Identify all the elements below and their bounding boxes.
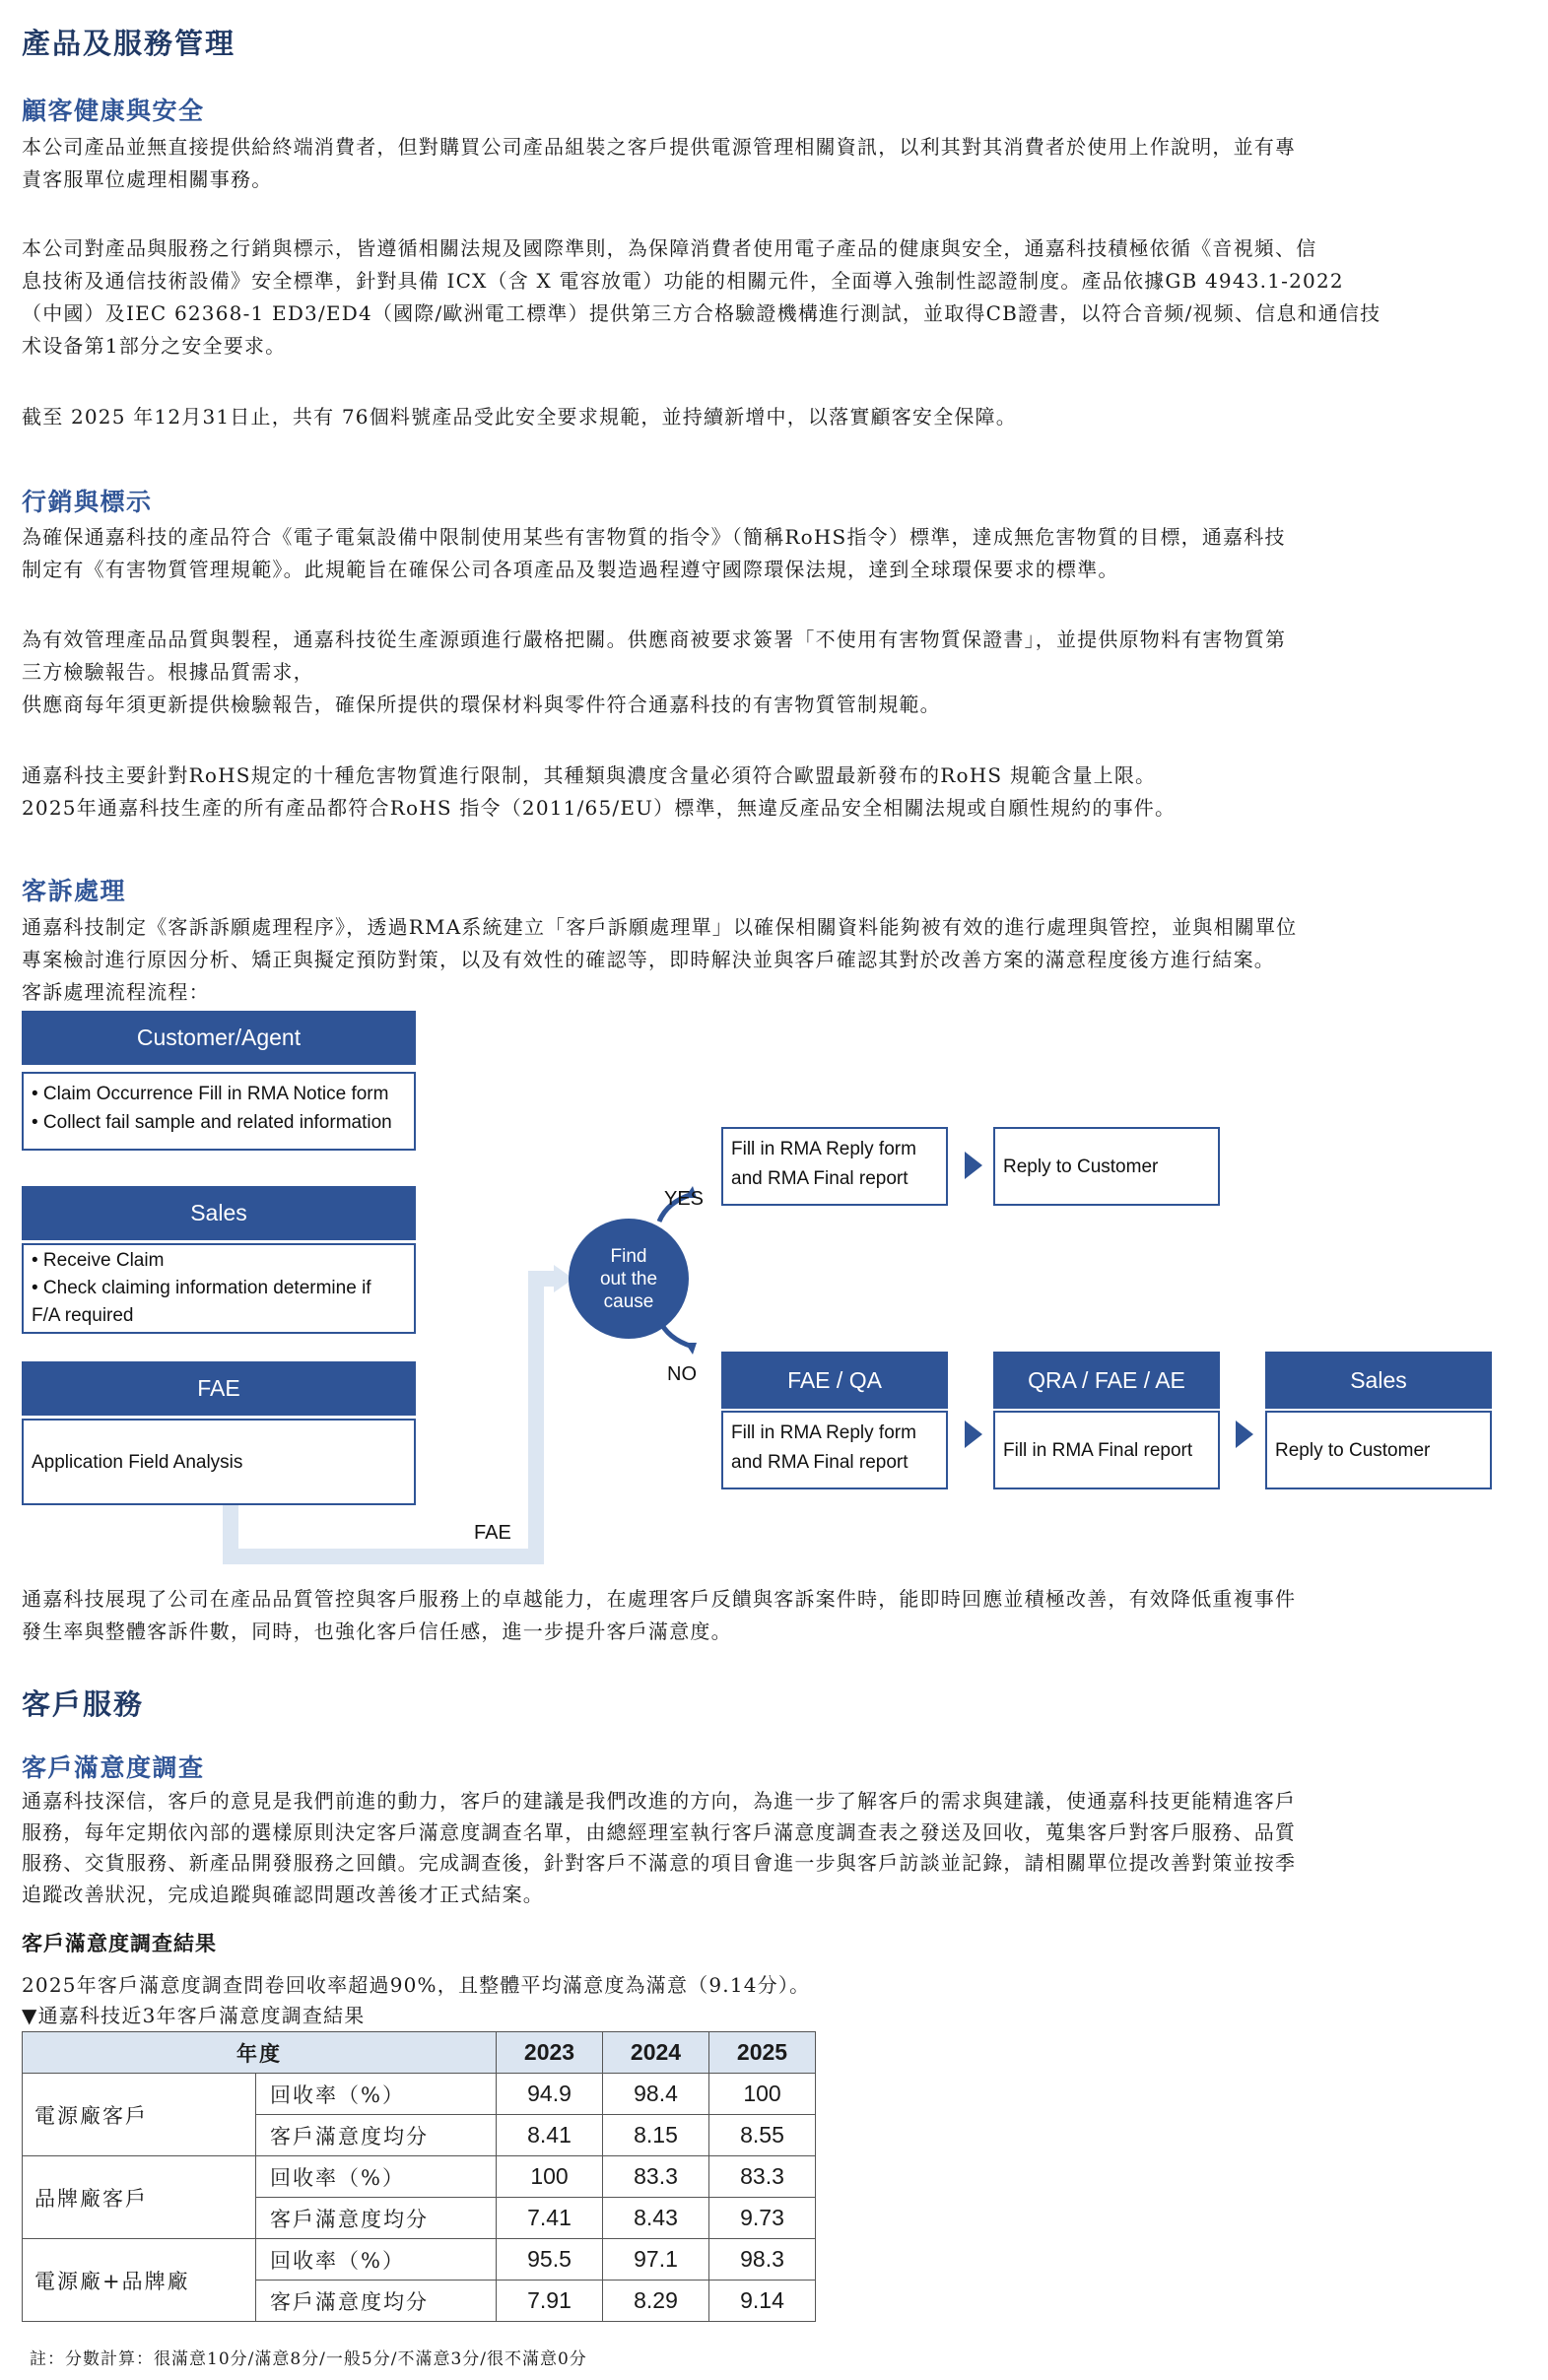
value-cell: 7.41: [497, 2198, 603, 2239]
marketing-paragraph-2: [22, 624, 1529, 721]
customer-group-cell: 電源廠+品牌廠: [23, 2239, 256, 2322]
metric-cell: 回收率（%）: [256, 2239, 497, 2281]
health-safety-paragraph-3: [22, 401, 1529, 433]
text-line: 截至 2025 年12月31日止，共有 76個料號產品受此安全要求規範，並持續新增中，以落實顧客安全保障。: [22, 405, 1017, 429]
year-header-2025: 2025: [709, 2032, 816, 2074]
text-line: 通嘉科技制定《客訴訴願處理程序》，透過RMA系統建立「客戶訴願處理單」以確保相關資料能夠被有效的進行處理與管控，並與相關單位: [22, 915, 1298, 939]
complaint-flow-chart: [22, 1007, 1529, 1568]
heading-marketing-labeling: 行銷與標示: [22, 488, 153, 516]
value-cell: 8.15: [603, 2115, 709, 2156]
fae-qa-header: FAE / QA: [721, 1352, 948, 1409]
text-line: 專案檢討進行原因分析、矯正與擬定預防對策，以及有效性的確認等，即時解決並與客戶確認其對於改善方案的滿意程度後方進行結案。: [22, 948, 1275, 971]
yes-reply-box: Reply to Customer: [993, 1127, 1220, 1206]
year-header-2023: 2023: [497, 2032, 603, 2074]
text-line: 本公司對產品與服務之行銷與標示，皆遵循相關法規及國際準則，為保障消費者使用電子產品的健康與安全，通嘉科技積極依循《音視頻、信: [22, 236, 1317, 260]
value-cell: 98.3: [709, 2239, 816, 2281]
heading-satisfaction-survey: 客戶滿意度調查: [22, 1753, 205, 1782]
value-cell: 95.5: [497, 2239, 603, 2281]
section-title-customer-service: 客戶服務: [22, 1687, 145, 1721]
metric-cell: 客戶滿意度均分: [256, 2115, 497, 2156]
text-line: cause: [603, 1290, 654, 1312]
metric-cell: 客戶滿意度均分: [256, 2198, 497, 2239]
heading-complaints: 客訴處理: [22, 877, 127, 905]
yes-label: YES: [664, 1188, 705, 1210]
text-line: 服務，每年定期依內部的選樣原則決定客戶滿意度調查名單，由總經理室執行客戶滿意度調查表之發送及回收，蒐集客戶對客戶服務、品質: [22, 1819, 1297, 1844]
text-line: 服務、交貨服務、新產品開發服務之回饋。完成調查後，針對客戶不滿意的項目會進一步與客戶訪談並記錄，請相關單位提改善對策並按季: [22, 1851, 1297, 1875]
text-line: 供應商每年須更新提供檢驗報告，確保所提供的環保材料與零件符合通嘉科技的有害物質管制規範。: [22, 693, 941, 716]
metric-cell: 客戶滿意度均分: [256, 2281, 497, 2322]
text-line: 客訴處理流程流程：: [22, 980, 210, 1004]
health-safety-paragraph-1: [22, 131, 1529, 196]
fae-header: FAE: [22, 1361, 416, 1416]
text-line: • Collect fail sample and related information: [32, 1112, 392, 1133]
satisfaction-table: [22, 2031, 816, 2322]
no-arrow: [657, 1317, 697, 1356]
qra-fae-ae-box: Fill in RMA Final report: [993, 1411, 1220, 1489]
section-title-product-service: 產品及服務管理: [22, 27, 236, 60]
text-line: • Claim Occurrence Fill in RMA Notice form: [32, 1084, 389, 1104]
text-line: 术设备第1部分之安全要求。: [22, 334, 287, 358]
year-header-label: 年度: [23, 2032, 497, 2074]
complaints-paragraph-1: [22, 911, 1529, 1009]
customer-agent-box: [22, 1072, 416, 1151]
sales-box: [22, 1243, 416, 1334]
value-cell: 8.43: [603, 2198, 709, 2239]
complaints-paragraph-2: [22, 1583, 1529, 1648]
value-cell: 100: [497, 2156, 603, 2198]
no-branch-arrow-2: [1236, 1421, 1253, 1448]
yes-rma-report-box: [721, 1127, 948, 1206]
customer-agent-header: Customer/Agent: [22, 1011, 416, 1065]
text-line: 三方檢驗報告。根據品質需求，: [22, 660, 314, 684]
text-line: Fill in RMA Reply form: [731, 1422, 916, 1443]
no-branch-arrow-1: [965, 1421, 982, 1448]
text-line: Find: [610, 1245, 647, 1267]
marketing-paragraph-3: [22, 760, 1529, 825]
marketing-paragraph-1: [22, 521, 1529, 586]
table-caption: ▼通嘉科技近3年客戶滿意度調查結果: [22, 2004, 366, 2027]
sales-header: Sales: [22, 1186, 416, 1240]
text-line: and RMA Final report: [731, 1452, 909, 1473]
fae-box: Application Field Analysis: [22, 1419, 416, 1505]
text-line: 息技術及通信技術設備》安全標準，針對具備 ICX（含 X 電容放電）功能的相關元件，全面導入強制性認證制度。產品依據GB 4943.1-2022: [22, 269, 1344, 293]
survey-paragraph: [22, 1786, 1529, 1910]
value-cell: 7.91: [497, 2281, 603, 2322]
table-row: [23, 2074, 816, 2115]
text-line: 制定有《有害物質管理規範》。此規範旨在確保公司各項產品及製造過程遵守國際環保法規，達到全球環保要求的標準。: [22, 558, 1119, 581]
fae-qa-box: [721, 1411, 948, 1489]
qra-fae-ae-header: QRA / FAE / AE: [993, 1352, 1220, 1409]
text-line: and RMA Final report: [731, 1168, 909, 1189]
customer-group-cell: 電源廠客戶: [23, 2074, 256, 2156]
value-cell: 94.9: [497, 2074, 603, 2115]
heading-customer-health-safety: 顧客健康與安全: [22, 97, 205, 125]
value-cell: 9.73: [709, 2198, 816, 2239]
value-cell: 8.41: [497, 2115, 603, 2156]
table-row: [23, 2156, 816, 2198]
value-cell: 83.3: [603, 2156, 709, 2198]
table-row: [23, 2239, 816, 2281]
text-line: 本公司產品並無直接提供給終端消費者，但對購買公司產品組裝之客戶提供電源管理相關資訊，以利其對其消費者於使用上作說明，並有專: [22, 135, 1297, 159]
text-line: Fill in RMA Reply form: [731, 1139, 916, 1159]
value-cell: 8.29: [603, 2281, 709, 2322]
health-safety-paragraph-2: [22, 232, 1529, 363]
value-cell: 97.1: [603, 2239, 709, 2281]
sales-final-box: Reply to Customer: [1265, 1411, 1492, 1489]
text-line: out the: [599, 1268, 658, 1289]
value-cell: 8.55: [709, 2115, 816, 2156]
metric-cell: 回收率（%）: [256, 2074, 497, 2115]
text-line: 通嘉科技展現了公司在產品品質管控與客戶服務上的卓越能力，在處理客戶反饋與客訴案件時，能即時回應並積極改善，有效降低重複事件: [22, 1587, 1297, 1611]
survey-summary: 2025年客戶滿意度調查問卷回收率超過90%，且整體平均滿意度為滿意（9.14分）。: [22, 1973, 811, 1997]
metric-cell: 回收率（%）: [256, 2156, 497, 2198]
text-line: • Receive Claim: [32, 1250, 165, 1271]
year-header-2024: 2024: [603, 2032, 709, 2074]
yes-branch-arrow: [965, 1152, 982, 1179]
text-line: 為確保通嘉科技的產品符合《電子電氣設備中限制使用某些有害物質的指令》（簡稱RoHS指令）標準，達成無危害物質的目標，通嘉科技: [22, 525, 1286, 549]
text-line: （中國）及IEC 62368-1 ED3/ED4（國際/歐洲電工標準）提供第三方合格驗證機構進行測試，並取得CB證書，以符合音频/视频、信息和通信技: [22, 301, 1381, 325]
text-line: 責客服單位處理相關事務。: [22, 167, 273, 191]
text-line: 通嘉科技深信，客戶的意見是我們前進的動力，客戶的建議是我們改進的方向，為進一步了解客戶的需求與建議，使通嘉科技更能精進客戶: [22, 1789, 1297, 1813]
text-line: 發生率與整體客訴件數，同時，也強化客戶信任感，進一步提升客戶滿意度。: [22, 1620, 732, 1643]
text-line: • Check claiming information determine if: [32, 1278, 371, 1298]
text-line: F/A required: [32, 1305, 134, 1326]
value-cell: 83.3: [709, 2156, 816, 2198]
no-label: NO: [667, 1363, 697, 1385]
value-cell: 100: [709, 2074, 816, 2115]
text-line: 為有效管理產品品質與製程，通嘉科技從生產源頭進行嚴格把關。供應商被要求簽署「不使用有害物質保證書」，並提供原物料有害物質第: [22, 628, 1287, 651]
value-cell: 9.14: [709, 2281, 816, 2322]
text-line: 追蹤改善狀況，完成追蹤與確認問題改善後才正式結案。: [22, 1882, 544, 1906]
sales-final-header: Sales: [1265, 1352, 1492, 1409]
customer-group-cell: 品牌廠客戶: [23, 2156, 256, 2239]
heading-survey-results: 客戶滿意度調查結果: [22, 1931, 217, 1955]
value-cell: 98.4: [603, 2074, 709, 2115]
score-note: 註：分數計算：很滿意10分/滿意8分/一般5分/不滿意3分/很不滿意0分: [30, 2349, 587, 2369]
text-line: 2025年通嘉科技生產的所有產品都符合RoHS 指令（2011/65/EU）標準，無違反產品安全相關法規或自願性規約的事件。: [22, 796, 1177, 820]
fae-connector-label: FAE: [474, 1522, 511, 1544]
text-line: 通嘉科技主要針對RoHS規定的十種危害物質進行限制，其種類與濃度含量必須符合歐盟最新發布的RoHS 規範含量上限。: [22, 763, 1157, 787]
